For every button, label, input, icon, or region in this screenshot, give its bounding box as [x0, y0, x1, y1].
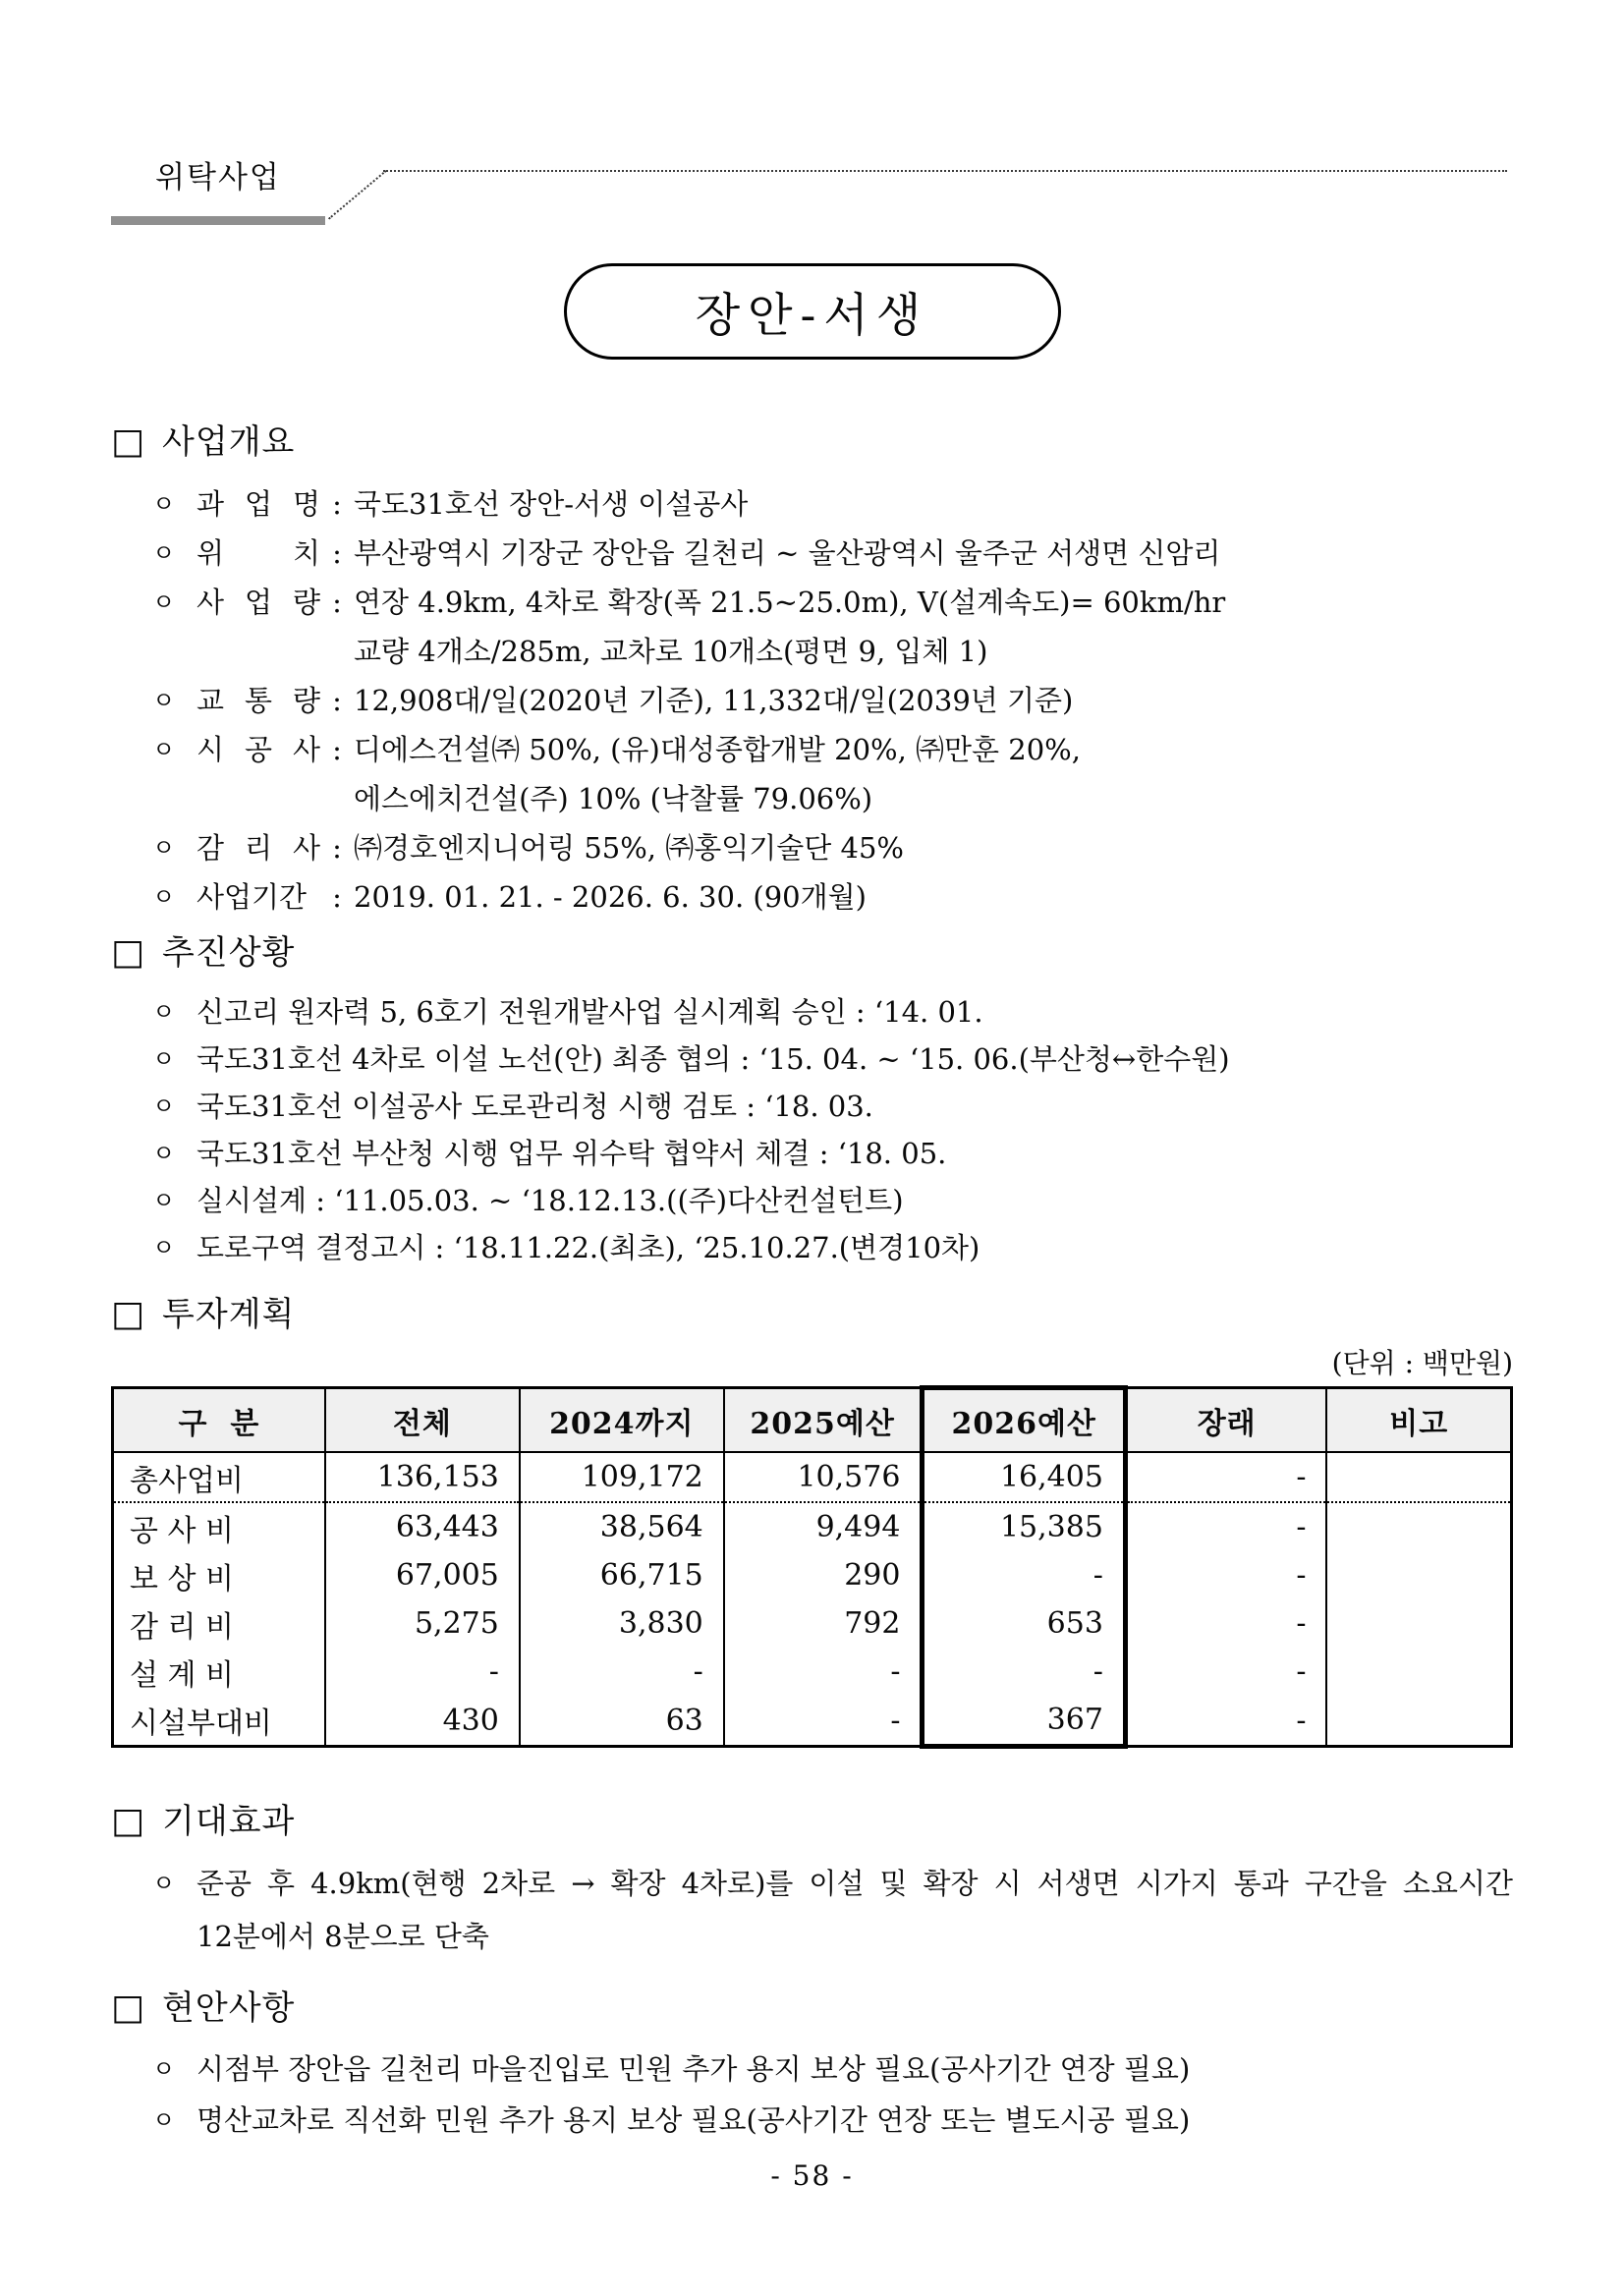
item-label: 감 리 사 — [196, 831, 320, 865]
cell-value: - — [923, 1551, 1125, 1599]
item-value: 연장 4.9km, 4차로 확장(폭 21.5~25.0m), V(설계속도)= 60km/hr — [354, 586, 1226, 619]
overview-item — [111, 479, 1513, 529]
col-header-category: 구 분 — [113, 1388, 325, 1453]
circle-bullet-icon: ㅇ — [152, 1140, 176, 1167]
item-text: 도로구역 결정고시 : ‘18.11.22.(최초), ‘25.10.27.(변경10차) — [196, 1231, 980, 1264]
item-value: 디에스건설㈜ 50%, (유)대성종합개발 20%, ㈜만훈 20%, — [354, 733, 1081, 766]
effects-heading-label: 기대효과 — [162, 1802, 296, 1841]
cell-value: 63,443 — [325, 1502, 520, 1551]
col-header-future: 장래 — [1125, 1388, 1326, 1453]
item-label: 시 공 사 — [196, 733, 320, 766]
circle-bullet-icon: ㅇ — [152, 490, 176, 518]
progress-item — [111, 988, 1513, 1036]
label-separator: : — [332, 831, 342, 865]
table-unit-note: (단위 : 백만원) — [1331, 1347, 1513, 1379]
title-box — [564, 263, 1061, 360]
overview-heading-label: 사업개요 — [162, 422, 296, 462]
cell-value: 5,275 — [325, 1599, 520, 1648]
circle-bullet-icon: ㅇ — [152, 539, 176, 567]
cell-value: 38,564 — [520, 1502, 724, 1551]
section-heading-issues — [111, 1985, 1513, 2032]
cell-value — [1326, 1648, 1511, 1696]
cell-value: 430 — [325, 1696, 520, 1747]
cell-value: 63 — [520, 1696, 724, 1747]
label-separator: : — [332, 880, 342, 914]
circle-bullet-icon: ㅇ — [152, 1234, 176, 1261]
cell-value: 367 — [923, 1696, 1125, 1747]
cell-value: 15,385 — [923, 1502, 1125, 1551]
cell-value: 3,830 — [520, 1599, 724, 1648]
item-text: 국도31호선 부산청 시행 업무 위수탁 협약서 체결 : ‘18. 05. — [196, 1137, 947, 1170]
progress-item — [111, 1130, 1513, 1177]
square-bullet-icon: □ — [111, 1988, 146, 2028]
overview-item-continuation: 에스에치건설(주) 10% (낙찰률 79.06%) — [354, 782, 873, 815]
cell-value: 10,576 — [724, 1452, 923, 1502]
cell-value — [1326, 1502, 1511, 1551]
label-separator: : — [332, 536, 342, 570]
circle-bullet-icon: ㅇ — [152, 1187, 176, 1214]
item-value: 12,908대/일(2020년 기준), 11,332대/일(2039년 기준) — [354, 684, 1074, 717]
circle-bullet-icon: ㅇ — [152, 883, 176, 911]
item-label: 교 통 량 — [196, 684, 320, 717]
item-text: 명산교차로 직선화 민원 추가 용지 보상 필요(공사기간 연장 또는 별도시공 필요) — [196, 2103, 1191, 2137]
cell-value: - — [325, 1648, 520, 1696]
circle-bullet-icon: ㅇ — [152, 998, 176, 1026]
cell-value: - — [724, 1696, 923, 1747]
item-text: 국도31호선 4차로 이설 노선(안) 최종 협의 : ‘15. 04. ~ ‘15. 06.(부산청↔한수원) — [196, 1042, 1230, 1076]
cell-value — [1326, 1551, 1511, 1599]
col-header-until-2024: 2024까지 — [520, 1388, 724, 1453]
section-heading-investment — [111, 1291, 1513, 1338]
row-label: 시설부대비 — [113, 1696, 325, 1747]
circle-bullet-icon: ㅇ — [152, 2055, 176, 2083]
cell-value: 9,494 — [724, 1502, 923, 1551]
row-label: 감 리 비 — [113, 1599, 325, 1648]
circle-bullet-icon: ㅇ — [152, 588, 176, 616]
progress-item — [111, 1036, 1513, 1083]
issues-item — [111, 2095, 1513, 2146]
item-value: ㈜경호엔지니어링 55%, ㈜홍익기술단 45% — [354, 831, 904, 865]
table-row — [113, 1599, 1512, 1648]
item-text: 준공 후 4.9km(현행 2차로 → 확장 4차로)를 이설 및 확장 시 서생면 시가지 통과 구간을 소요시간 12분에서 8분으로 단축 — [196, 1867, 1513, 1953]
table-row — [113, 1551, 1512, 1599]
cell-value: - — [1125, 1551, 1326, 1599]
section-heading-effects — [111, 1798, 1513, 1845]
cell-value: 66,715 — [520, 1551, 724, 1599]
effects-list — [111, 1857, 1513, 1963]
cell-value: 792 — [724, 1599, 923, 1648]
overview-item-continuation: 교량 4개소/285m, 교차로 10개소(평면 9, 입체 1) — [354, 635, 988, 668]
overview-item — [111, 725, 1513, 774]
table-row — [113, 1648, 1512, 1696]
overview-item — [111, 872, 1513, 922]
table-header-row — [113, 1388, 1512, 1453]
progress-item — [111, 1083, 1513, 1130]
effects-item — [111, 1857, 1513, 1963]
item-value: 국도31호선 장안-서생 이설공사 — [354, 487, 749, 521]
investment-heading-label: 투자계획 — [162, 1295, 296, 1334]
label-separator: : — [332, 684, 342, 717]
item-label: 위 치 — [196, 536, 320, 570]
row-label: 공 사 비 — [113, 1502, 325, 1551]
col-header-note: 비고 — [1326, 1388, 1511, 1453]
row-label: 설 계 비 — [113, 1648, 325, 1696]
page-number: - 58 - — [770, 2159, 854, 2192]
item-text: 시점부 장안읍 길천리 마을진입로 민원 추가 용지 보상 필요(공사기간 연장 필요) — [196, 2052, 1191, 2086]
cell-value: - — [724, 1648, 923, 1696]
item-value: 부산광역시 기장군 장안읍 길천리 ~ 울산광역시 울주군 서생면 신암리 — [354, 536, 1221, 570]
row-label: 보 상 비 — [113, 1551, 325, 1599]
item-text: 실시설계 : ‘11.05.03. ~ ‘18.12.13.((주)다산컨설턴트) — [196, 1184, 904, 1217]
overview-list — [111, 479, 1513, 922]
label-separator: : — [332, 487, 342, 521]
circle-bullet-icon: ㅇ — [152, 834, 176, 862]
table-row — [113, 1452, 1512, 1502]
header-tab-label: 위탁사업 — [155, 160, 281, 196]
square-bullet-icon: □ — [111, 1801, 146, 1841]
section-heading-progress — [111, 929, 1513, 977]
col-header-2025-budget: 2025예산 — [724, 1388, 923, 1453]
cell-value: - — [923, 1648, 1125, 1696]
cell-value: 290 — [724, 1551, 923, 1599]
cell-value: - — [1125, 1502, 1326, 1551]
page-content — [111, 0, 1513, 2146]
progress-list — [111, 988, 1513, 1271]
row-label: 총사업비 — [113, 1452, 325, 1502]
item-value: 2019. 01. 21. - 2026. 6. 30. (90개월) — [354, 880, 867, 914]
page-title: 장안-서생 — [695, 288, 929, 343]
overview-item — [111, 676, 1513, 725]
item-label: 사업기간 — [196, 880, 308, 914]
cell-value — [1326, 1452, 1511, 1502]
circle-bullet-icon: ㅇ — [152, 1045, 176, 1073]
cell-value: - — [520, 1648, 724, 1696]
cell-value: 109,172 — [520, 1452, 724, 1502]
cell-value — [1326, 1599, 1511, 1648]
cell-value: 136,153 — [325, 1452, 520, 1502]
table-row — [113, 1696, 1512, 1747]
circle-bullet-icon: ㅇ — [152, 687, 176, 714]
square-bullet-icon: □ — [111, 1294, 146, 1334]
cell-value: - — [1125, 1648, 1326, 1696]
square-bullet-icon: □ — [111, 421, 146, 462]
cell-value: - — [1125, 1696, 1326, 1747]
overview-item — [111, 529, 1513, 578]
square-bullet-icon: □ — [111, 932, 146, 973]
label-separator: : — [332, 733, 342, 766]
section-heading-overview — [111, 419, 1513, 466]
item-label: 과 업 명 — [196, 487, 320, 521]
overview-item — [111, 823, 1513, 872]
circle-bullet-icon: ㅇ — [152, 1092, 176, 1120]
table-row — [113, 1502, 1512, 1551]
circle-bullet-icon: ㅇ — [152, 2106, 176, 2134]
cell-value: 653 — [923, 1599, 1125, 1648]
label-separator: : — [332, 586, 342, 619]
progress-heading-label: 추진상황 — [162, 933, 296, 973]
progress-item — [111, 1177, 1513, 1224]
cell-value: - — [1125, 1599, 1326, 1648]
issues-heading-label: 현안사항 — [162, 1988, 296, 2028]
item-label: 사 업 량 — [196, 586, 320, 619]
investment-table — [111, 1385, 1513, 1749]
col-header-2026-budget: 2026예산 — [923, 1388, 1125, 1453]
issues-list — [111, 2044, 1513, 2146]
issues-item — [111, 2044, 1513, 2095]
circle-bullet-icon: ㅇ — [152, 1870, 176, 1897]
item-text: 신고리 원자력 5, 6호기 전원개발사업 실시계획 승인 : ‘14. 01. — [196, 995, 983, 1029]
cell-value: 16,405 — [923, 1452, 1125, 1502]
item-text: 국도31호선 이설공사 도로관리청 시행 검토 : ‘18. 03. — [196, 1090, 873, 1123]
cell-value: - — [1125, 1452, 1326, 1502]
circle-bullet-icon: ㅇ — [152, 736, 176, 763]
progress-item — [111, 1224, 1513, 1271]
cell-value — [1326, 1696, 1511, 1747]
col-header-total: 전체 — [325, 1388, 520, 1453]
overview-item — [111, 578, 1513, 627]
cell-value: 67,005 — [325, 1551, 520, 1599]
